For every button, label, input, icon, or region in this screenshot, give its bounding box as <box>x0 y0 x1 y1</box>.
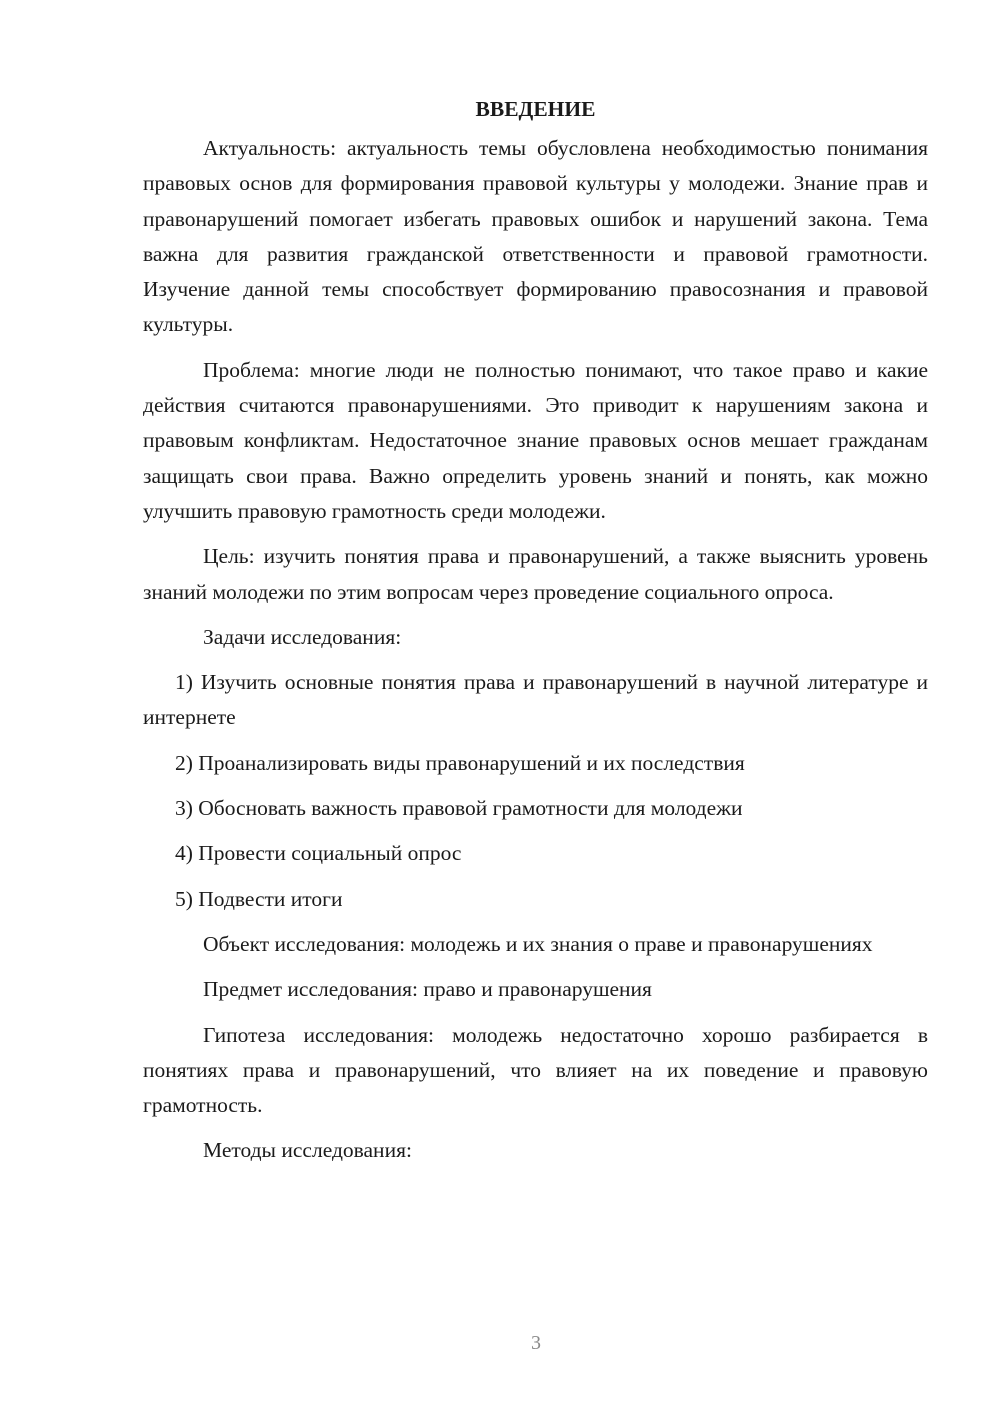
hypothesis-paragraph: Гипотеза исследования: молодежь недостаточно хорошо разбирается в понятиях права и правонарушений, что влияет на их поведение и правовую грамотность. <box>143 1022 928 1118</box>
problem-paragraph: Проблема: многие люди не полностью понимают, что такое право и какие действия считаются правонарушениями. Это приводит к нарушениям закона и правовым конфликтам. Недостаточное знание правовых основ мешает гражданам защищать свои права. Важно определить уровень знаний и понять, как можно улучшить правовую грамотность среди молодежи. <box>143 357 928 523</box>
page-number: 3 <box>531 1332 541 1354</box>
task-item: 4) Провести социальный опрос <box>175 841 462 866</box>
object-paragraph: Объект исследования: молодежь и их знания о праве и правонарушениях <box>203 931 873 956</box>
task-item: 1) Изучить основные понятия права и правонарушений в научной литературе и интернете <box>143 670 928 730</box>
relevance-paragraph: Актуальность: актуальность темы обусловлена необходимостью понимания правовых основ для формирования правовой культуры у молодежи. Знание прав и правонарушений помогает избегать правовых ошибок и нарушений закона. Тема важна для развития гражданской ответственности и правовой грамотности. Изучение данной темы способствует формированию правосознания и правовой культуры. <box>143 136 928 337</box>
subject-paragraph: Предмет исследования: право и правонарушения <box>203 977 652 1002</box>
methods-heading: Методы исследования: <box>203 1138 412 1163</box>
task-item: 5) Подвести итоги <box>175 886 343 911</box>
tasks-heading: Задачи исследования: <box>203 624 402 649</box>
task-item: 2) Проанализировать виды правонарушений и их последствия <box>175 750 745 775</box>
goal-paragraph: Цель: изучить понятия права и правонарушений, а также выяснить уровень знаний молодежи по этим вопросам через проведение социального опроса. <box>143 544 928 604</box>
document-page <box>143 92 928 1179</box>
section-title: ВВЕДЕНИЕ <box>475 97 596 121</box>
task-item: 3) Обосновать важность правовой грамотности для молодежи <box>175 796 743 821</box>
